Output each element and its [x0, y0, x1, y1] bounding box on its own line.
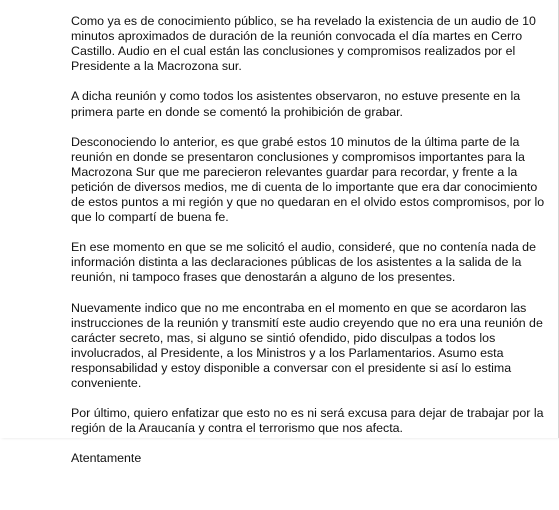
letter-body — [71, 0, 549, 510]
paragraph-3: Desconociendo lo anterior, es que grabé estos 10 minutos de la última parte de la reunión en donde se presentaron conclusiones y compromisos importantes para la Macrozona Sur que me parecieron relevantes guardar para recordar, y frente a la petición de diversos medios, me di cuenta de lo importante que era dar conocimiento de estos puntos a mi región y que no quedaran en el olvido estos compromisos, por lo que lo compartí de buena fe. — [71, 134, 545, 225]
salutation-cut-line — [71, 0, 549, 5]
closing-text: Atentamente — [71, 451, 142, 466]
paragraph-1: Como ya es de conocimiento público, se ha revelado la existencia de un audio de 10 minutos aproximados de duración de la reunión convocada el día martes en Cerro Castillo. Audio en el cual están las conclusiones y compromisos realizados por el Presidente a la Macrozona sur. — [71, 14, 536, 74]
paragraph-5: Nuevamente indico que no me encontraba en el momento en que se acordaron las instrucciones de la reunión y transmití este audio creyendo que no era una reunión de carácter secreto, mas, si alguno se sintió ofendido, pido disculpas a todos los involucrados, al Presidente, a los Ministros y a los Parlamentarios. Asumo esta responsabilidad y estoy disponible a conversar con el presidente si así lo estima conveniente. — [71, 300, 543, 390]
paragraph-4: En ese momento en que se me solicitó el audio, consideré, que no contenía nada de información distinta a las declaraciones públicas de los asistentes a la salida de la reunión, ni tampoco frases que denostarán a alguno de los presentes. — [71, 240, 536, 285]
paragraph-6: Por último, quiero enfatizar que esto no es ni será excusa para dejar de trabajar por la región de la Araucanía y contra el terrorismo que nos afecta. — [71, 406, 544, 436]
paragraph-2: A dicha reunión y como todos los asistentes observaron, no estuve presente en la primera parte en donde se comentó la prohibición de grabar. — [71, 89, 521, 119]
signature-cut-line — [71, 480, 549, 495]
